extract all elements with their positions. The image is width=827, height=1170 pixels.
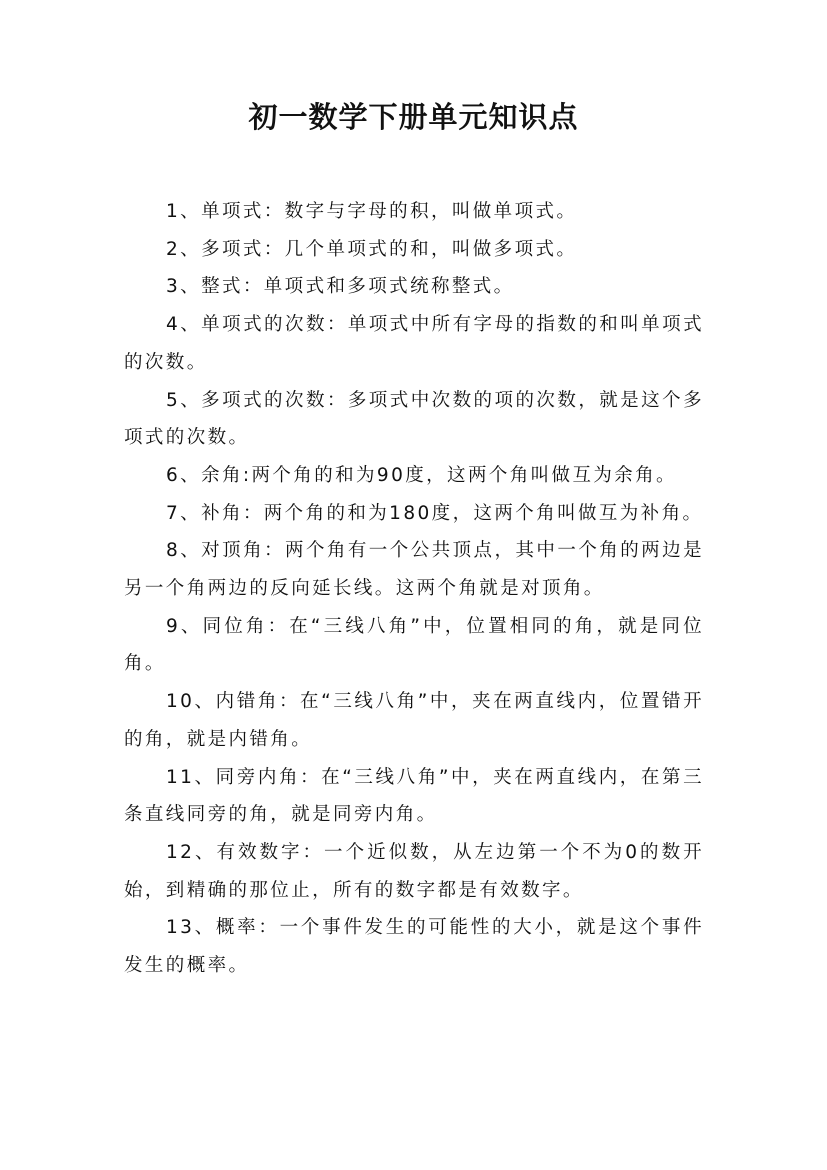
document-title: 初一数学下册单元知识点 <box>248 100 579 134</box>
paragraph-1: 1、单项式：数字与字母的积，叫做单项式。 <box>166 201 578 222</box>
paragraph-8: 8、对顶角：两个角有一个公共顶点，其中一个角的两边是另一个角两边的反向延长线。这两个角就是对顶角。 <box>124 540 704 600</box>
paragraph-4: 4、单项式的次数：单项式中所有字母的指数的和叫单项式的次数。 <box>124 314 704 373</box>
paragraph-3: 3、整式：单项式和多项式统称整式。 <box>166 276 515 298</box>
paragraph-12: 12、有效数字：一个近似数，从左边第一个不为0的数开始，到精确的那位止，所有的数字都是有效数字。 <box>124 841 704 901</box>
paragraph-2: 2、多项式：几个单项式的和，叫做多项式。 <box>166 238 578 260</box>
paragraph-13: 13、概率：一个事件发生的可能性的大小，就是这个事件发生的概率。 <box>124 917 704 977</box>
paragraph-9: 9、同位角：在“三线八角”中，位置相同的角，就是同位角。 <box>124 615 704 675</box>
paragraph-10: 10、内错角：在“三线八角”中，夹在两直线内，位置错开的角，就是内错角。 <box>124 691 704 750</box>
paragraph-6: 6、余角:两个角的和为90度，这两个角叫做互为余角。 <box>166 464 677 486</box>
paragraph-5: 5、多项式的次数：多项式中次数的项的次数，就是这个多项式的次数。 <box>124 389 704 449</box>
paragraph-7: 7、补角：两个角的和为180度，这两个角叫做互为补角。 <box>166 502 704 524</box>
paragraph-11: 11、同旁内角：在“三线八角”中，夹在两直线内，在第三条直线同旁的角，就是同旁内角。 <box>124 766 704 826</box>
document-body <box>124 193 704 985</box>
